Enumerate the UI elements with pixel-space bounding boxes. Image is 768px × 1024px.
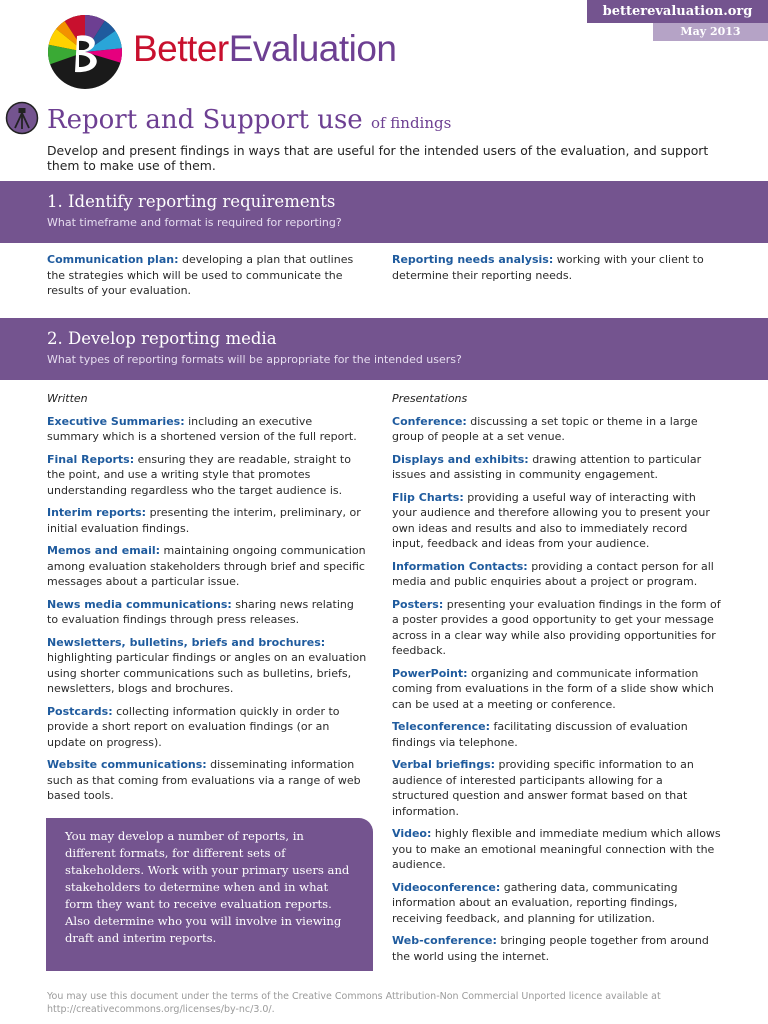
definition-item: PowerPoint: organizing and communicate information coming from evaluations in the form of a slide show which can be used at a meeting or conference. xyxy=(392,666,714,711)
callout-box xyxy=(46,818,373,971)
section1-right-column xyxy=(392,252,722,290)
presentations-heading: Presentations xyxy=(392,392,468,405)
definition-item: Final Reports: ensuring they are readable, straight to the point, and use a writing style that promotes understanding regardless who the target audience is. xyxy=(47,452,351,497)
definition-item: Reporting needs analysis: working with your client to determine their reporting needs. xyxy=(392,253,704,282)
definition-item: Videoconference: gathering data, communicating information about an evaluation, reporting findings, receiving feedback, and planning for utilization. xyxy=(392,880,678,925)
section1-header xyxy=(0,181,768,243)
definition-item: Web-conference: bringing people together from around the world using the internet. xyxy=(392,934,709,963)
betterevaluation-logo-icon xyxy=(45,14,125,90)
section2-header xyxy=(0,318,768,380)
definition-item: Teleconference: facilitating discussion of evaluation findings via telephone. xyxy=(392,720,688,749)
intro-paragraph: Develop and present findings in ways that are useful for the intended users of the evaluation, and support them to make use of them. xyxy=(47,143,709,173)
definition-item: Displays and exhibits: drawing attention to particular issues and assisting in community engagement. xyxy=(392,452,702,481)
definition-item: Newsletters, bulletins, briefs and brochures: highlighting particular findings or angles on an evaluation using shorter communications such as bulletins, briefs, newsletters, blogs and brochures. xyxy=(47,635,367,695)
page-title: Report and Support use of findings xyxy=(47,105,452,135)
brand-name: BetterEvaluation xyxy=(133,28,397,69)
definition-item: Executive Summaries: including an executive summary which is a shortened version of the full report. xyxy=(47,414,357,443)
definition-item: Website communications: disseminating information such as that coming from evaluations via a range of web based tools. xyxy=(47,758,361,802)
section1-left-column xyxy=(47,252,365,306)
definition-item: Video: highly flexible and immediate medium which allows you to make an emotional meaningful connection with the audience. xyxy=(392,827,721,871)
site-url-tag[interactable]: betterevaluation.org xyxy=(587,0,768,23)
section2-subtitle: What types of reporting formats will be appropriate for the intended users? xyxy=(47,353,462,366)
definition-item: News media communications: sharing news relating to evaluation findings through press releases. xyxy=(47,597,354,626)
license-footer: You may use this document under the terms of the Creative Commons Attribution-Non Commercial Unported licence available at http://creativecommons.org/licenses/by-nc/3.0/. xyxy=(47,991,661,1015)
section1-subtitle: What timeframe and format is required for reporting? xyxy=(47,216,342,229)
definition-item: Information Contacts: providing a contact person for all media and public enquiries about a project or program. xyxy=(392,559,714,588)
section1-title: 1. Identify reporting requirements xyxy=(47,192,336,211)
definition-item: Memos and email: maintaining ongoing communication among evaluation stakeholders through brief and specific messages about a particular issue. xyxy=(47,544,366,588)
written-column xyxy=(47,391,367,811)
date-tag: May 2013 xyxy=(653,23,768,41)
definition-item: Postcards: collecting information quickly in order to provide a short report on evaluation findings (or an update on progress). xyxy=(47,704,340,749)
callout-text: You may develop a number of reports, in different formats, for different sets of stakeholders. Work with your primary users and stakeholders to determine when and in what form they want to receive evaluation reports. Also determine who you will involve in viewing draft and interim reports. xyxy=(65,829,350,945)
definition-item: Communication plan: developing a plan that outlines the strategies which will be used to communicate the results of your evaluation. xyxy=(47,253,354,297)
presentations-column xyxy=(392,391,722,971)
definition-item: Interim reports: presenting the interim, preliminary, or initial evaluation findings. xyxy=(47,506,361,535)
section2-title: 2. Develop reporting media xyxy=(47,329,277,348)
definition-item: Conference: discussing a set topic or theme in a large group of people at a set venue. xyxy=(392,414,698,443)
definition-item: Posters: presenting your evaluation findings in the form of a poster provides a good opportunity to get your message across in a clear way while also providing opportunities for feedback. xyxy=(392,597,721,657)
definition-item: Flip Charts: providing a useful way of interacting with your audience and therefore allowing you to present your own ideas and results and also to immediately record input, feedback and ideas from your audience. xyxy=(392,490,710,550)
definition-item: Verbal briefings: providing specific information to an audience of interested participants allowing for a structured question and answer format based on that information. xyxy=(392,758,694,818)
tripod-icon xyxy=(5,101,39,135)
written-heading: Written xyxy=(47,392,88,405)
